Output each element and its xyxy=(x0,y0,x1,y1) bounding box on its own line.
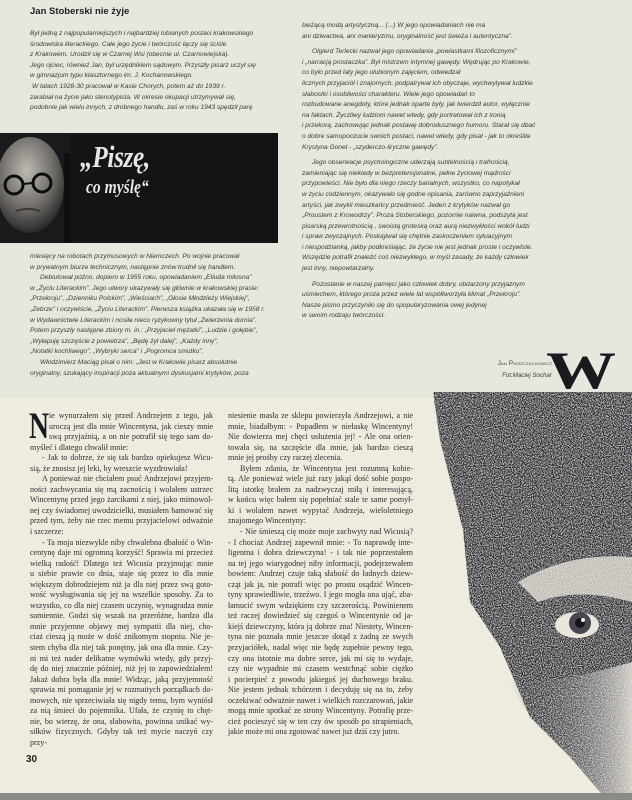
text-line: Wszędzie potrafił znaleźć coś niezwykłego, w myśl zasady, że każdy człowiek xyxy=(302,254,529,262)
text-line: A ponieważ nie chciałem psuć Andrzejowi przyjem- xyxy=(42,474,213,484)
text-line: pisarską przewrotnością , swoistą groteską oraz aurą niezwykłości wokół ludzi xyxy=(302,222,530,230)
paragraph xyxy=(302,47,552,153)
text-line: „Przekroju”, „Dzienniku Polskim”, „Wieściach”, „Głosie Młodzieży Wiejskiej”, xyxy=(30,295,250,303)
text-line: przyjaciółek, nadal więc nie będę zupełnie pewny tego, xyxy=(228,643,413,653)
text-line: centynę daje mi ogromną korzyść! Sprawia mi przecież xyxy=(30,548,213,558)
paragraph xyxy=(30,474,213,537)
text-line: „Notatki kochliwego”, „Wybryki serca” i „Pogromca smutku”. xyxy=(30,348,204,356)
text-line: mowych, nie sprzeciwiała się nigdy temu, bym wyniósł xyxy=(30,695,213,705)
text-line: i szczerze: xyxy=(30,527,64,537)
text-line: czy nie wypadnie mi czasem westchnąć sobie ciężko xyxy=(228,664,413,674)
text-line: u siebie prawie co dnia, staje się przez to dla mnie xyxy=(30,569,213,579)
text-line: wielką radość! Dlatego też Wicusia przyjmując mnie xyxy=(30,558,213,568)
paragraph xyxy=(30,537,213,747)
text-line: mnie, biadałbym: - Popadłem w niełaskę Wincentyny! xyxy=(228,421,413,431)
text-line: artyści, jak zwykli mieszkańcy przedmieść. Jeden z krytyków nazwał go xyxy=(302,201,511,209)
text-line: towała się, na szczęście dla mnie, jak bardzo cieszą xyxy=(228,442,413,452)
text-line: bieżącą modą artystyczną... (...) W jego opowiadaniach nie ma xyxy=(302,22,486,29)
text-line: w życiu codziennym, okazywało się godne opisania, zarówno zaprzyjaźnieni xyxy=(302,190,525,198)
paragraph xyxy=(228,464,413,527)
text-line: ki i wolałem nawet wypytać Andrzeja, wieloletniego xyxy=(228,505,413,515)
text-line: za nią śmieci do pojemnika. Ufała, że czynię to chęt- xyxy=(30,706,213,716)
text-line: - Ta moja niezwykle niby chwalebna dbałość o Win- xyxy=(42,537,213,547)
obituary-body-left xyxy=(30,252,270,379)
text-line: „Zebrze” i oczywiście, „Życiu Literackim”. Pierwsza książka ukazała się w 1958 r. xyxy=(30,305,265,313)
text-line: Nasze pismo przyczyniło się do spopularyzowania owej jedynej xyxy=(302,301,487,309)
text-line: znajomego Wincentyny: xyxy=(228,516,306,526)
text-line: Potem przyszły następne zbiory m. in.: „Przyjaciel mężatki”, „Ludzie i gołębie”, xyxy=(30,327,258,335)
obituary-title: Jan Stoberski nie żyje xyxy=(30,6,130,17)
text-line: Byłem zdania, że Wincentyna jest rozumną kobie- xyxy=(240,463,413,473)
paragraph xyxy=(29,406,213,453)
text-line: Jego ojciec, również Jan, był urzędnikiem sądowym. Przyszły pisarz uczył się xyxy=(30,61,256,69)
photo-credit: Fot.Maciej Sochar xyxy=(502,372,552,379)
text-line: w Wydawnictwie Literackim i nosiła nieco ryzykowny tytuł „Zwierzenia durnia”. xyxy=(30,316,257,324)
paragraph xyxy=(302,21,552,42)
text-line: wszystko, co dla niej czasem uczynię, wynagradza mnie xyxy=(30,600,213,610)
text-line: Olgierd Terlecki nazwał jego opowiadania „powiastkami filozoficznymi” xyxy=(312,48,517,56)
paragraph xyxy=(30,82,270,114)
text-line: ności zachwycania się mą zacnością i wolałem ustrzec xyxy=(30,484,213,494)
text-line: jakie może mi ona zgotować nawet już dziś czy jutro. xyxy=(228,727,400,737)
text-line: dę do niej znacznie później, niż jej to zapowiedziałem! xyxy=(30,664,213,674)
text-line: na tej jego wiarygodnej niby informacji, podejrzewałem xyxy=(228,558,413,568)
drop-cap: N xyxy=(29,406,50,447)
text-line: i spraw zwyczajnych. Posługiwał się chętnie zaskoczeniem sytuacyjnym xyxy=(302,233,512,241)
text-line: mnie jej prośby czy raczej zlecenia. xyxy=(228,453,343,463)
text-line: Debiutował późno, dopiero w 1955 roku, opowiadaniem „Etiuda miłosna” xyxy=(40,274,252,282)
text-line: większym dobrodziejem niż ja dla niej przez swą goto- xyxy=(30,579,213,589)
text-line: sią, że znosisz jej leki, by wreszcie wyzdrowiała! xyxy=(30,463,188,473)
text-line: W latach 1928-30 pracował w Kasie Chorych, potem aż do 1939 r. xyxy=(32,82,226,90)
text-line: swą przyjaźnią, a on nie potrafił się tego sam do- xyxy=(49,432,213,442)
text-line: zamieniając się niekiedy w bezpretensjonalne, pełne życiowej mądrości xyxy=(302,169,511,177)
text-line: rozbudowane anegdoty, które jednak oparte były, jak twierdził autor, wyłącznie xyxy=(302,101,530,109)
text-line: z Krakowem. Urodził się w Czarnej Wsi (obecnie ul. Czarnowiejska). xyxy=(30,51,230,59)
text-line: w „Życiu Literackim”. Jego utwory ukazywały się głównie w krakowskiej prasie: xyxy=(30,284,259,292)
text-line: uśmiechem, którego proza przez wiele lat współtworzyła klimat „Przekroju”. xyxy=(302,291,522,299)
text-line: miesięcy na robotach przymusowych w Niemczech. Po wojnie pracował xyxy=(30,253,240,260)
paragraph xyxy=(30,273,270,358)
text-line: też raczej dowiedzieć się czegoś o Wincentynie od ja- xyxy=(228,611,413,621)
paragraph xyxy=(30,29,270,82)
text-line: kiejś dziewczyny, która ją dobrze zna! Niestety, Wincen- xyxy=(228,621,413,631)
text-line: o dobre samopoczucie swoich postaci, nawet wtedy, gdy pisał - jak to określiła xyxy=(302,132,531,140)
story-column-1 xyxy=(29,406,213,747)
paragraph xyxy=(30,453,213,474)
text-line: sumiennie. Godzi się wszak na przeróżne, bardzo dla xyxy=(30,611,213,621)
text-line: cząt jak ja, nie potrafi więc po prostu osądzić Wincen- xyxy=(228,579,413,589)
text-line: słabostki i osobliwości charakteru. Wiele jego opowiadań to xyxy=(302,90,475,98)
text-line: jest inny, niepowtarzalny. xyxy=(302,265,375,273)
text-line: Był jedną z najpopularniejszych i najbardziej lubianych postaci krakowskiego xyxy=(30,30,254,37)
text-line: i niespodzianką, jakby podkreślając, że życie nie jest jednak proste i oczywiste. xyxy=(302,243,533,251)
text-line: wość wysługiwania się jej na wszelkie sposoby. Za to xyxy=(30,590,213,600)
paragraph xyxy=(30,358,270,379)
paragraph xyxy=(30,252,270,273)
text-line: zarabiał na życie jako stenotypista. W okresie okupacji utrzymywał się, xyxy=(30,93,236,101)
text-line: Pozostanie w naszej pamięci jako człowiek dobry, obdarzony przyjaznym xyxy=(312,280,525,288)
text-line: tyna nie poznała mnie jeszcze dotąd z żadną ze swych xyxy=(228,632,413,642)
text-line: w końcu więc bałem się popełniać stale te same pomył- xyxy=(228,495,413,505)
text-line: litą istotkę brałem za nadzwyczaj miłą i interesującą, xyxy=(228,484,413,494)
text-line: bowiem: Andrzej czuje taką słabość do ładnych dziew- xyxy=(228,569,413,579)
banner-quote-line-1: „Piszę, xyxy=(80,139,150,174)
text-line: podobnie jak wielu innych, z drobnego handlu, zaś w roku 1943 spędził parę xyxy=(30,104,253,112)
text-line: mogą mnie spotkać ze strony Wincentyny. Potrafię prze- xyxy=(228,706,413,716)
paragraph xyxy=(302,158,552,275)
text-line: i pocierpieć z powodu jakiegoś jej duchowego braku. xyxy=(228,674,413,684)
text-line: przed tym, żeby nie rzec memu przyjacielowi odważnie xyxy=(30,516,213,526)
text-line: w swoim rodzaju twórczości. xyxy=(302,312,386,320)
author-portrait-photo xyxy=(0,133,70,243)
text-line: myśleć i dlatego chwalił mnie: xyxy=(30,442,129,452)
text-line: Nie jestem jednak tchórzem i decyduję się na to, żeby xyxy=(228,685,413,695)
text-line: Wincentynę przed jego żarcikami z niej, jako mimowol- xyxy=(30,495,213,505)
text-line: łamucić swym wdziękiem czy szczerością. Powinienem xyxy=(228,600,413,610)
text-line: i przekorą, zachowując jednak postawę dobrodusznego humoru. Starał się dbać xyxy=(302,122,536,130)
text-line: niesienie masła ze sklepu powierzyła Andrzejowi, a nie xyxy=(228,411,413,420)
decor-letter-w: W xyxy=(546,342,616,400)
text-line: Krystyna Gonet - „szyderczo-liryczne gawędy”. xyxy=(302,143,439,151)
page-number: 30 xyxy=(26,754,38,765)
scan-edge xyxy=(0,793,632,800)
text-line: czy ona istotnie ma dobre serce, jak mi się to wydaje, xyxy=(228,653,413,663)
text-line: na faktach. Życzliwy ludziom nawet wtedy, gdy portretował ich z ironią xyxy=(302,111,506,119)
text-line: ni mi też nader delikatne wymówki wtedy, gdy przyj- xyxy=(30,653,213,663)
text-line: w prywatnym biurze technicznym, następnie znów trudnił się handlem. xyxy=(30,263,236,271)
text-line: ligentna i dobra dziewczyna! - i tak nie poprzestałem xyxy=(228,548,413,558)
obituary-body-right xyxy=(302,21,552,322)
text-line: ie wynurzałem się przed Andrzejem z tego, jak xyxy=(49,411,213,420)
text-line: siłków fizycznych. Gdyby tak też mycie naczyń czy przy- xyxy=(30,727,213,747)
paragraph xyxy=(228,411,413,464)
text-line: cież pocieszyć się w ten czy ów sposób po strapieniach, xyxy=(228,716,413,726)
text-line: nej czy świadomej uwodzicielki, musiałem hamować się xyxy=(30,505,213,515)
text-line: mnie przyjemne objawy mej sympatii dla niej, cho- xyxy=(30,621,213,631)
text-line: - I chociaż Andrzej zapewnił mnie: - To naprawdę inte- xyxy=(228,537,413,547)
text-line: oryginalny, szukający inspiracji poza aktualnymi dyskusjami krytyków, poza xyxy=(30,369,249,377)
text-line: i „narracją prostaczka”. Był mistrzem intymnej gawędy. Wędrując po Krakowie, xyxy=(302,58,531,66)
text-line: „Proustem z Krowodrzy”. Proza Stoberskiego, pozornie naiwna, podszyta jest xyxy=(302,212,528,220)
text-line: nie, bo wierzę, że ona, słabowita, powinna unikać wy- xyxy=(30,716,213,726)
text-line: środowiska literackiego. Całe jego życie i twórczość łączy się ściśle xyxy=(30,40,227,48)
story-column-2 xyxy=(228,411,413,738)
text-line: przypowieści. Nie było dla niego rzeczy banalnych, wszystko, co napotykał xyxy=(302,180,520,188)
paragraph xyxy=(228,527,413,738)
text-line: uroczą jest dla mnie Wincentyna, jak cieszy mnie xyxy=(49,421,213,431)
text-line: - Jak to dobrze, że się tak bardzo opiekujesz Wicu- xyxy=(42,453,213,463)
obituary-intro xyxy=(30,29,270,114)
text-line: tą. Ale ponieważ wiele już razy jakąś dość sobie pospo- xyxy=(228,474,413,484)
text-line: sprawia mi pomaganie jej w rozmaitych porządkach do- xyxy=(30,685,213,695)
text-line: Nie dowierza mej chęci usłużenia jej! - Ale ona orien- xyxy=(228,432,413,442)
text-line: Jakaż dobra była dla mnie! Widząc, jaką przyjemność xyxy=(30,674,213,684)
author-credit: Jan Pieszczachowicz xyxy=(497,360,552,367)
text-line: Włodzimierz Maciąg pisał o nim: „Jest w Krakowie pisarz absolutnie xyxy=(40,358,238,366)
text-line: Jego obserwacje psychologiczne uderzają subtelnością i trafnością, xyxy=(312,159,510,167)
text-line: co było przed laty jego ulubionym zajęciem, odwiedzał xyxy=(302,69,461,77)
banner-quote-line-2: co myślę“ xyxy=(86,177,149,198)
text-line: w gimnazjum typu klasztornego im. J. Kochanowskiego. xyxy=(30,72,194,80)
text-line: licznych przyjaciół i znajomych, podpatrywał ich obyczaje, wychwytywał ludzkie xyxy=(302,79,533,87)
text-line: „Wyłapuję szczęście z powietrza”, „Będę żył dalej”, „Każdy inny”, xyxy=(30,337,219,345)
text-line: ciaż cieszą ją może w dość znikomym stopniu. Nie je- xyxy=(30,632,213,642)
face-illustration xyxy=(418,342,632,800)
text-line: stem chyba dla niej tak ponętny, jak ona dla mnie. Czy- xyxy=(30,643,213,653)
text-line: - Nie śmieszą cię może moje zachwyty nad Wicusią? xyxy=(240,527,413,537)
text-line: oczekiwać odważnie nawet i wielkich rozczarowań, jakie xyxy=(228,695,413,705)
quote-banner xyxy=(0,133,278,243)
paragraph xyxy=(302,280,552,322)
text-line: tyny sprawiedliwie, trzeźwo. I jego mogła ona ująć, zba- xyxy=(228,590,413,600)
text-line: ani dziwactwa, ani manieryzmu, oryginalność jest świeża i autentyczna”. xyxy=(302,32,513,40)
